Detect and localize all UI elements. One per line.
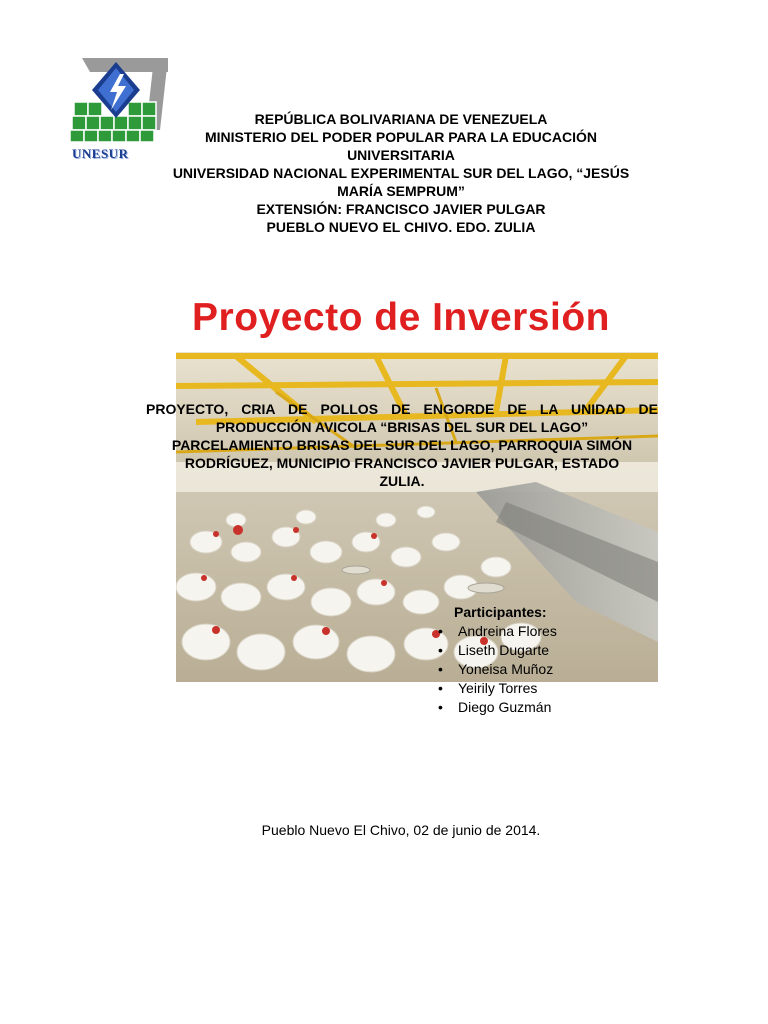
participant-name: Yeirily Torres: [458, 680, 538, 696]
logo-text: UNESUR: [72, 146, 129, 161]
project-description: [146, 400, 658, 490]
place-date-line: Pueblo Nuevo El Chivo, 02 de junio de 2014.: [261, 822, 541, 838]
bullet-icon: •: [438, 623, 443, 639]
bullet-icon: •: [438, 699, 443, 715]
institution-header: [150, 110, 652, 236]
list-item: [436, 641, 656, 660]
project-line: ZULIA.: [379, 473, 425, 489]
participant-name: Yoneisa Muñoz: [458, 661, 554, 677]
list-item: [436, 679, 656, 698]
project-line: PARCELAMIENTO BRISAS DEL SUR DEL LAGO, PARROQUIA SIMÓN: [171, 437, 633, 453]
participants-list: [436, 622, 656, 717]
header-line: PUEBLO NUEVO EL CHIVO. EDO. ZULIA: [266, 219, 536, 235]
project-line: PROYECTO, CRIA DE POLLOS DE ENGORDE DE LA UNIDAD DE: [146, 401, 658, 417]
participant-name: Diego Guzmán: [458, 699, 552, 715]
bullet-icon: •: [438, 661, 443, 677]
participant-name: Liseth Dugarte: [458, 642, 550, 658]
list-item: [436, 660, 656, 679]
participants-title: Participantes:: [454, 604, 547, 620]
bullet-icon: •: [438, 680, 443, 696]
bullet-icon: •: [438, 642, 443, 658]
list-item: [436, 622, 656, 641]
participants-section: [436, 604, 656, 717]
header-line: UNIVERSIDAD NACIONAL EXPERIMENTAL SUR DEL LAGO, “JESÚS: [172, 165, 630, 181]
header-line: EXTENSIÓN: FRANCISCO JAVIER PULGAR: [256, 201, 546, 217]
header-line: REPÚBLICA BOLIVARIANA DE VENEZUELA: [254, 111, 548, 127]
project-line: RODRÍGUEZ, MUNICIPIO FRANCISCO JAVIER PULGAR, ESTADO: [184, 455, 620, 471]
participant-name: Andreina Flores: [458, 623, 557, 639]
list-item: [436, 698, 656, 717]
document-title: Proyecto de Inversión: [192, 296, 610, 339]
header-line: MARÍA SEMPRUM”: [337, 183, 465, 199]
header-line: UNIVERSITARIA: [347, 147, 455, 163]
project-line: PRODUCCIÓN AVICOLA “BRISAS DEL SUR DEL LAGO”: [215, 419, 589, 435]
header-line: MINISTERIO DEL PODER POPULAR PARA LA EDUCACIÓN: [204, 129, 598, 145]
